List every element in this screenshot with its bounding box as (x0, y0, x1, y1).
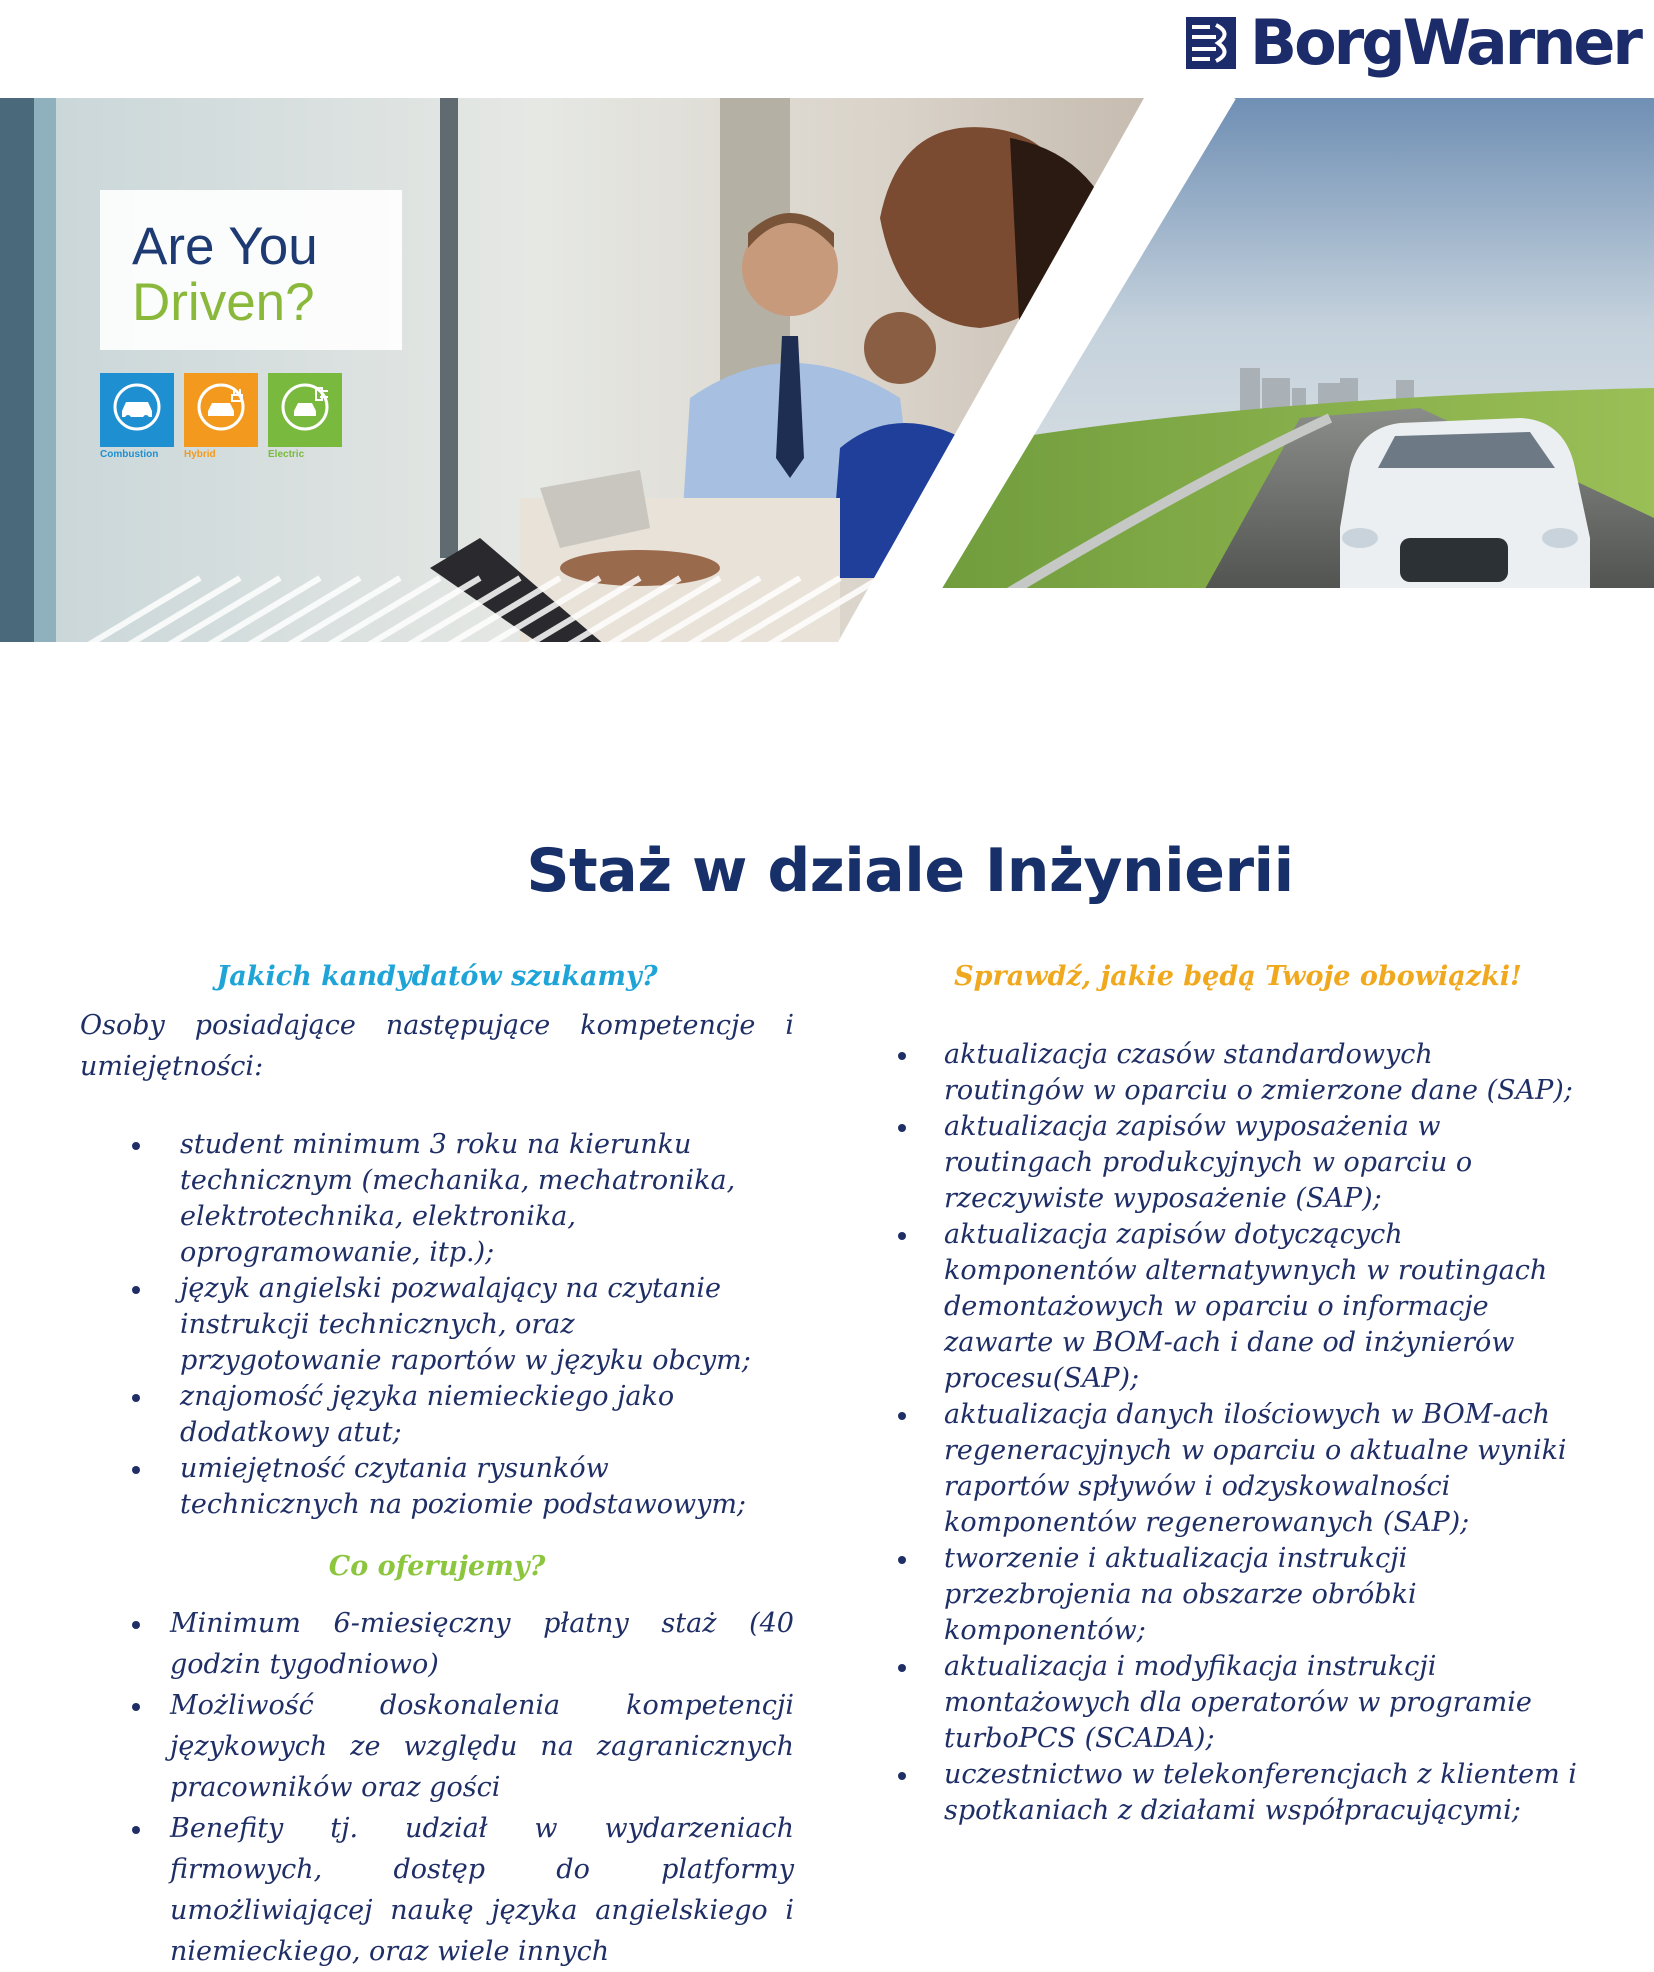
candidates-heading: Jakich kandydatów szukamy? (216, 961, 658, 992)
page-title: Staż w dziale Inżynierii (526, 836, 1294, 906)
list-item: aktualizacja danych ilościowych w BOM-ach regeneracyjnych w oparciu o aktualne wyniki raportów spływów i odzyskowalności komponentów regenerowanych (SAP); (888, 1397, 1580, 1541)
left-column (80, 955, 794, 1972)
list-item: uczestnictwo w telekonferencjach z klientem i spotkaniach z działami współpracującymi; (888, 1757, 1580, 1829)
hybrid-label: Hybrid (184, 449, 216, 460)
list-item: znajomość języka niemieckiego jako dodatkowy atut; (80, 1379, 760, 1451)
list-item: tworzenie i aktualizacja instrukcji przezbrojenia na obszarze obróbki komponentów; (888, 1541, 1580, 1649)
combustion-label: Combustion (100, 449, 159, 460)
tagline-box (100, 190, 402, 350)
offer-heading: Co oferujemy? (328, 1551, 546, 1582)
list-item: aktualizacja czasów standardowych routingów w oparciu o zmierzone dane (SAP); (888, 1037, 1580, 1109)
list-item: student minimum 3 roku na kierunku technicznym (mechanika, mechatronika, elektrotechnika, elektronika, oprogramowanie, itp.); (80, 1127, 760, 1271)
offers-list (80, 1603, 794, 1972)
hero-banner (0, 98, 1654, 642)
list-item: aktualizacja zapisów dotyczących komponentów alternatywnych w routingach demontażowych w oparciu o informacje zawarte w BOM-ach i dane od inżynierów procesu(SAP); (888, 1217, 1580, 1397)
candidates-intro: Osoby posiadające następujące kompetencje i umiejętności: (80, 1010, 794, 1082)
requirements-list (80, 1127, 794, 1523)
list-item: Minimum 6-miesięczny płatny staż (40 godzin tygodniowo) (80, 1603, 794, 1685)
borgwarner-logo (1186, 6, 1640, 79)
combustion-badge (100, 373, 174, 460)
list-item: język angielski pozwalający na czytanie instrukcji technicznych, oraz przygotowanie raportów w języku obcym; (80, 1271, 760, 1379)
tagline-line-1: Are You (132, 217, 318, 276)
electric-badge (268, 373, 342, 460)
hero-banner-photo (0, 98, 1654, 642)
electric-plug-icon (268, 373, 342, 447)
duties-heading: Sprawdź, jakie będą Twoje obowiązki! (954, 961, 1522, 992)
duties-list (888, 1037, 1588, 1829)
right-column (888, 955, 1588, 1829)
hybrid-badge (184, 373, 258, 460)
borgwarner-logo-mark-icon (1186, 17, 1236, 69)
list-item: Możliwość doskonalenia kompetencji językowych ze względu na zagranicznych pracowników oraz gości (80, 1685, 794, 1808)
borgwarner-wordmark: BorgWarner (1249, 6, 1640, 79)
list-item: Benefity tj. udział w wydarzeniach firmowych, dostęp do platformy umożliwiającej naukę języka angielskiego i niemieckiego, oraz wiele innych (80, 1808, 794, 1972)
tagline-line-2: Driven? (132, 273, 315, 332)
list-item: umiejętność czytania rysunków technicznych na poziomie podstawowym; (80, 1451, 760, 1523)
list-item: aktualizacja zapisów wyposażenia w routingach produkcyjnych w oparciu o rzeczywiste wyposażenie (SAP); (888, 1109, 1580, 1217)
car-icon (100, 373, 174, 447)
hybrid-plug-icon (184, 373, 258, 447)
list-item: aktualizacja i modyfikacja instrukcji montażowych dla operatorów w programie turboPCS (SCADA); (888, 1649, 1580, 1757)
electric-label: Electric (268, 449, 305, 460)
propulsion-badges (100, 373, 342, 460)
